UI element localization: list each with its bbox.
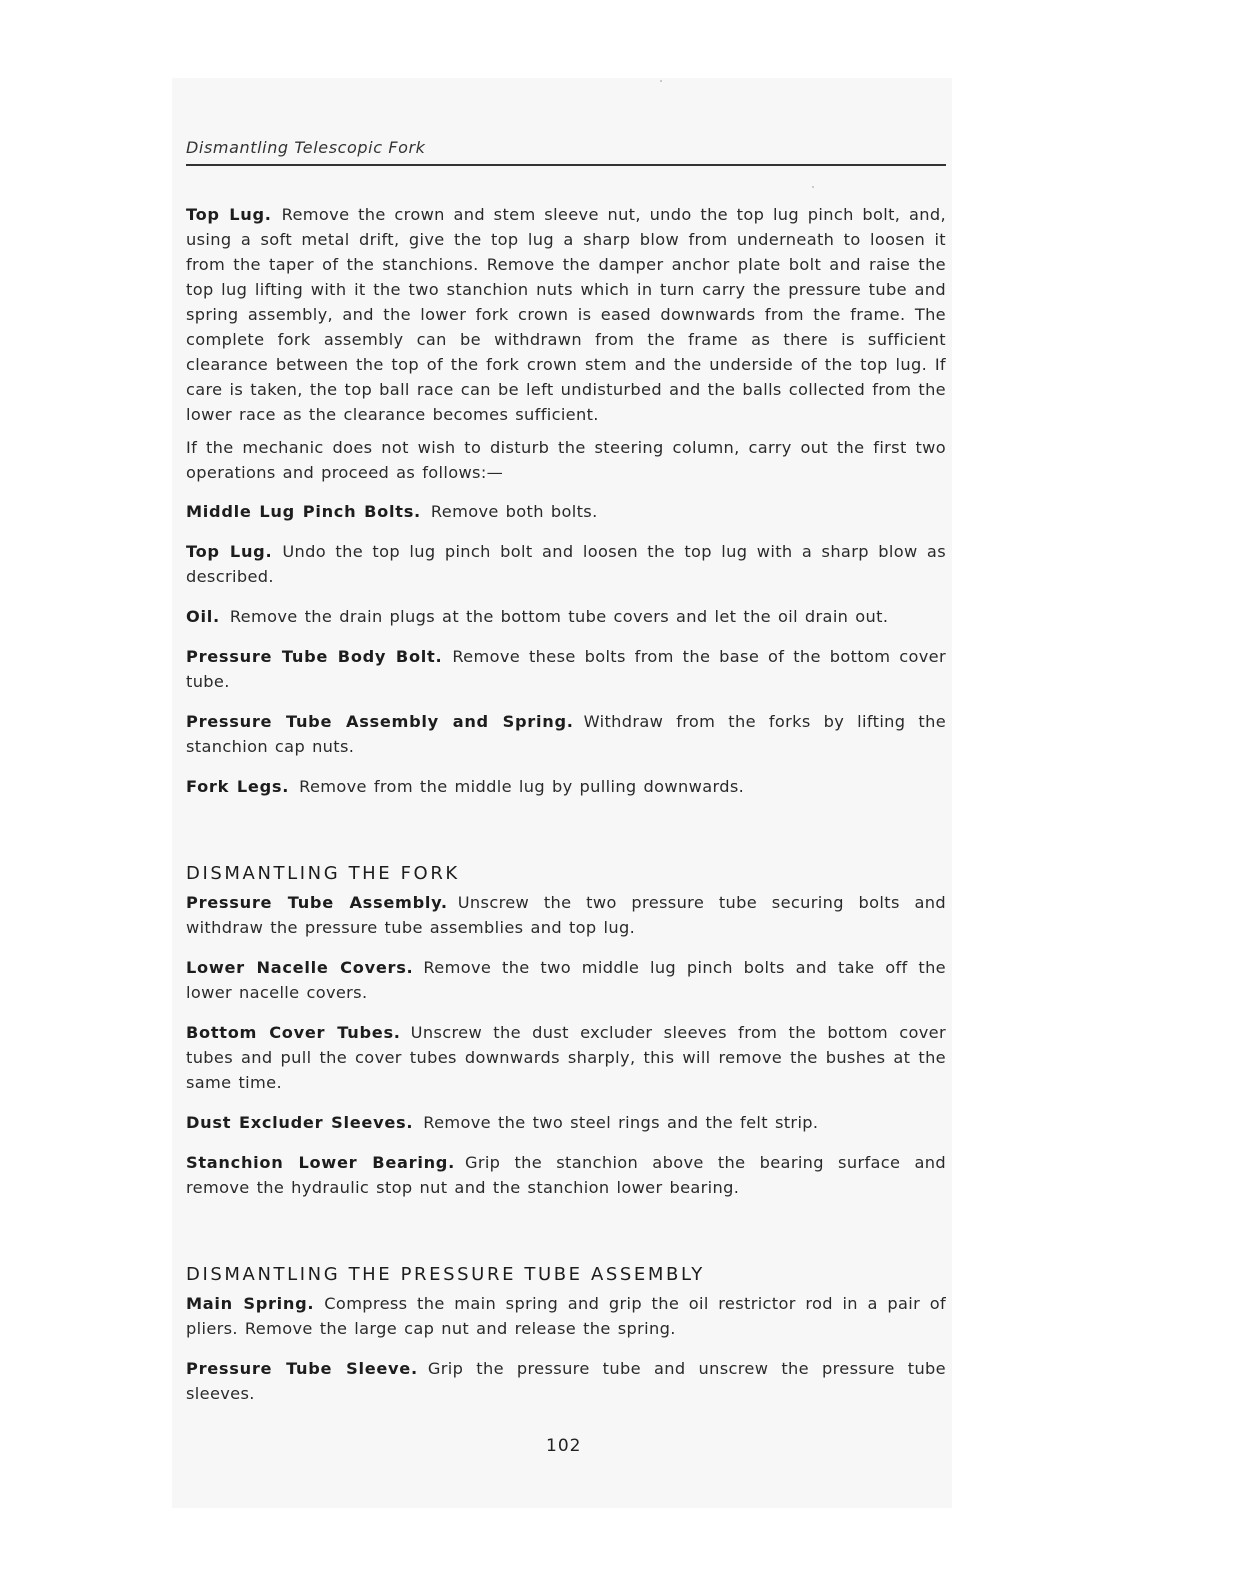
paragraph-steering-column-note xyxy=(186,435,946,485)
paragraph-lead: Dust Excluder Sleeves. xyxy=(186,1113,414,1132)
paragraph-lead: Top Lug. xyxy=(186,542,273,561)
section-heading-pressure-tube: DISMANTLING THE PRESSURE TUBE ASSEMBLY xyxy=(186,1264,705,1285)
scan-speck xyxy=(660,80,662,82)
paragraph-lead: Pressure Tube Assembly. xyxy=(186,893,448,912)
paragraph-dust-excluder-sleeves xyxy=(186,1110,946,1135)
paragraph-main-spring xyxy=(186,1291,946,1341)
paragraph-middle-lug-pinch-bolts xyxy=(186,499,946,524)
paragraph-text: Remove the drain plugs at the bottom tube covers and let the oil drain out. xyxy=(229,607,889,626)
paragraph-lead: Oil. xyxy=(186,607,220,626)
paragraph-lead: Bottom Cover Tubes. xyxy=(186,1023,401,1042)
paragraph-lead: Lower Nacelle Covers. xyxy=(186,958,414,977)
paragraph-text: Remove both bolts. xyxy=(430,502,598,521)
section-heading-fork: DISMANTLING THE FORK xyxy=(186,863,460,884)
paragraph-pressure-tube-assembly xyxy=(186,890,946,940)
paragraph-text: Withdraw from the forks by lifting the stanchion cap nuts. xyxy=(186,712,947,756)
paragraph-pressure-tube-sleeve xyxy=(186,1356,946,1406)
paragraph-lead: Pressure Tube Sleeve. xyxy=(186,1359,418,1378)
paragraph-text: Remove the crown and stem sleeve nut, undo the top lug pinch bolt, and, using a soft metal drift, give the top lug a sharp blow from underneath to loosen it from the taper of the stanchions. Remove the damper anchor plate bolt and raise the top lug lifting with it the two stanchion nuts which in turn carry the pressure tube and spring assembly, and the lower fork crown is eased downwards from the frame. The complete fork assembly can be withdrawn from the frame as there is sufficient clearance between the top of the fork crown stem and the underside of the top lug. If care is taken, the top ball race can be left undisturbed and the balls collected from the lower race as the clearance becomes sufficient. xyxy=(186,205,946,424)
paragraph-text: Remove the two steel rings and the felt strip. xyxy=(423,1113,819,1132)
paragraph-text: If the mechanic does not wish to disturb the steering column, carry out the first two operations and proceed as follows:— xyxy=(186,438,946,482)
paragraph-text: Unscrew the two pressure tube securing bolts and withdraw the pressure tube assemblies and top lug. xyxy=(186,893,946,937)
paragraph-pressure-tube-assembly-spring xyxy=(186,709,946,759)
paragraph-text: Grip the stanchion above the bearing surface and remove the hydraulic stop nut and the stanchion lower bearing. xyxy=(186,1153,946,1197)
paragraph-text: Grip the pressure tube and unscrew the pressure tube sleeves. xyxy=(186,1359,946,1403)
paragraph-text: Remove the two middle lug pinch bolts and take off the lower nacelle covers. xyxy=(186,958,946,1002)
paragraph-lead: Stanchion Lower Bearing. xyxy=(186,1153,455,1172)
paragraph-oil xyxy=(186,604,946,629)
paragraph-text: Undo the top lug pinch bolt and loosen the top lug with a sharp blow as described. xyxy=(186,542,946,586)
paragraph-lower-nacelle-covers xyxy=(186,955,946,1005)
manual-page xyxy=(186,130,946,1406)
paragraph-text: Unscrew the dust excluder sleeves from the bottom cover tubes and pull the cover tubes downwards sharply, this will remove the bushes at the same time. xyxy=(186,1023,946,1092)
paragraph-text: Remove these bolts from the base of the bottom cover tube. xyxy=(186,647,946,691)
paragraph-top-lug xyxy=(186,202,946,427)
paragraph-top-lug-alt xyxy=(186,539,946,589)
paragraph-text: Compress the main spring and grip the oil restrictor rod in a pair of pliers. Remove the large cap nut and release the spring. xyxy=(186,1294,946,1338)
paragraph-fork-legs xyxy=(186,774,946,799)
paragraph-bottom-cover-tubes xyxy=(186,1020,946,1095)
paragraph-lead: Top Lug. xyxy=(186,205,272,224)
paragraph-stanchion-lower-bearing xyxy=(186,1150,946,1200)
paragraph-lead: Main Spring. xyxy=(186,1294,315,1313)
page-number: 102 xyxy=(546,1436,582,1456)
paragraph-lead: Fork Legs. xyxy=(186,777,290,796)
paragraph-pressure-tube-body-bolt xyxy=(186,644,946,694)
paragraph-lead: Pressure Tube Assembly and Spring. xyxy=(186,712,574,731)
running-header: Dismantling Telescopic Fork xyxy=(186,138,946,166)
paragraph-lead: Pressure Tube Body Bolt. xyxy=(186,647,443,666)
paragraph-lead: Middle Lug Pinch Bolts. xyxy=(186,502,421,521)
paragraph-text: Remove from the middle lug by pulling downwards. xyxy=(299,777,745,796)
